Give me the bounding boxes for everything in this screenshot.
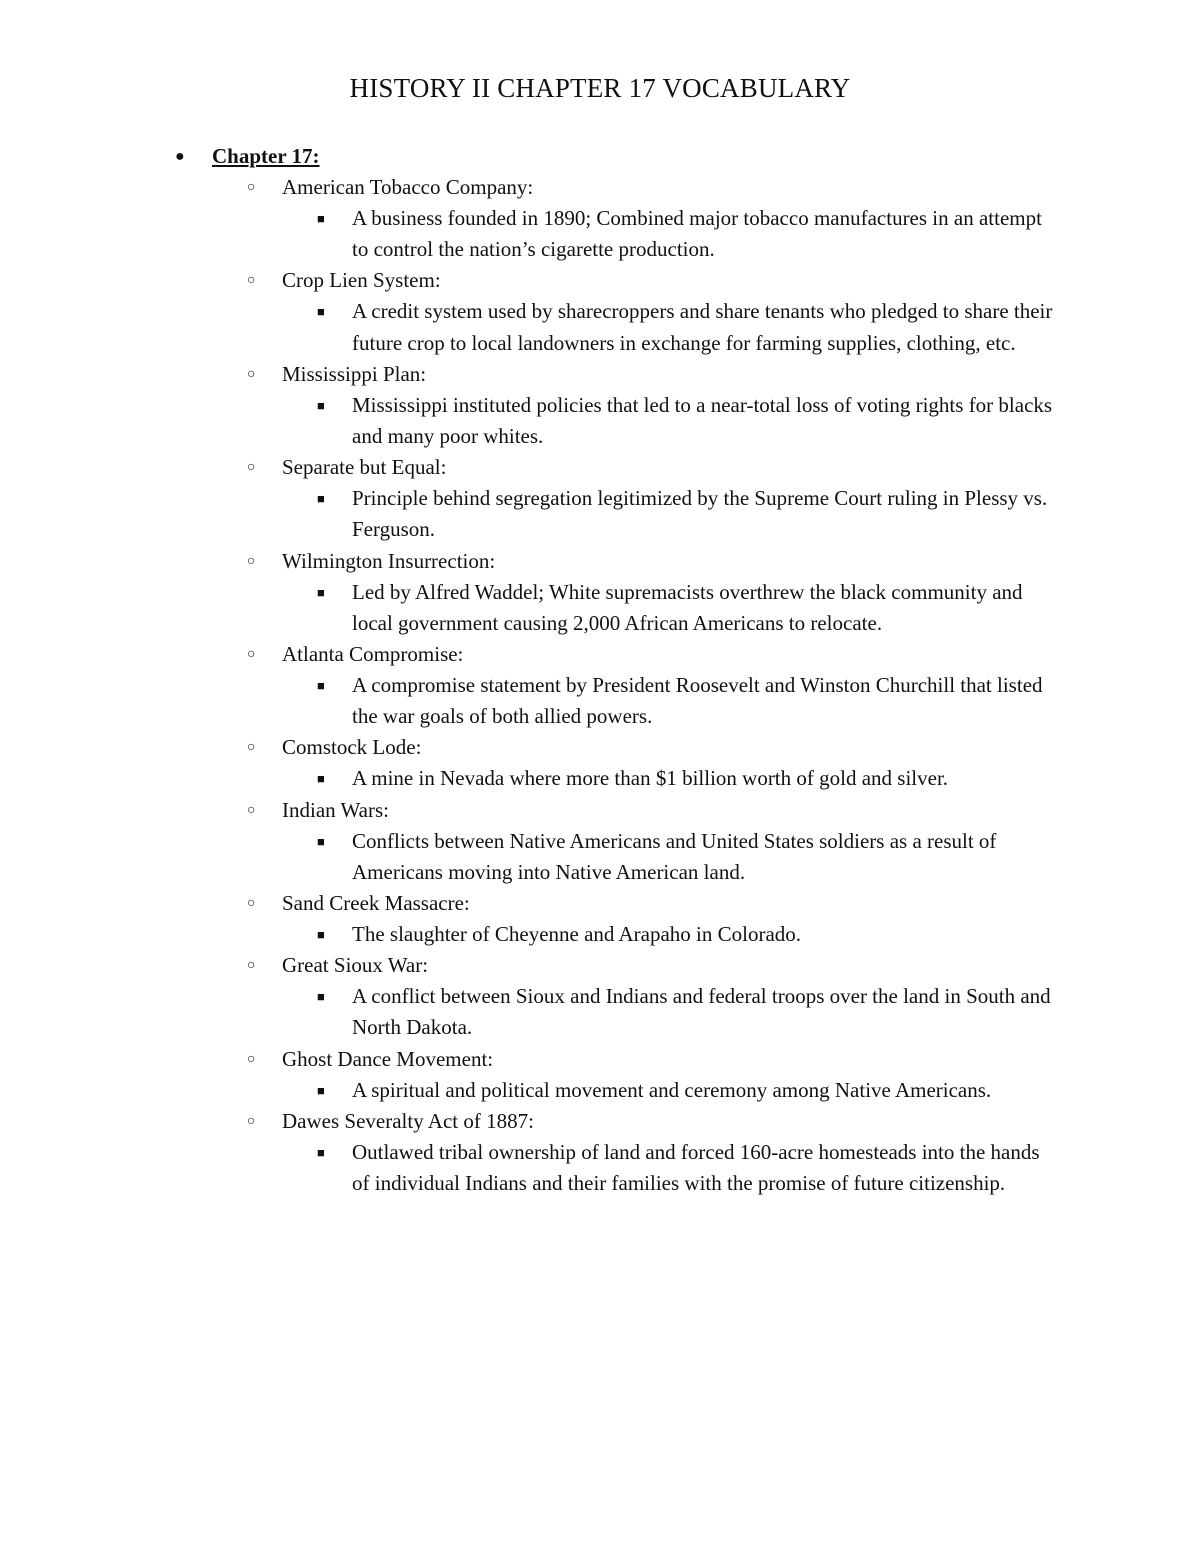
bullet-square-icon: ■ — [317, 678, 325, 694]
vocab-definition: A spiritual and political movement and ceremony among Native Americans. — [352, 1077, 992, 1102]
vocab-term: Atlanta Compromise: — [282, 642, 464, 667]
bullet-square-icon: ■ — [317, 397, 325, 413]
bullet-circle-icon: ○ — [247, 802, 256, 818]
vocab-term: Separate but Equal: — [282, 455, 447, 480]
bullet-square-icon: ■ — [317, 1082, 325, 1098]
bullet-dot-icon: ● — [175, 148, 185, 165]
vocab-definition-row — [317, 981, 1057, 1043]
vocab-definition-row — [317, 577, 1057, 639]
vocab-term-row — [247, 950, 1095, 981]
bullet-square-icon: ■ — [317, 927, 325, 943]
vocab-definition: A mine in Nevada where more than $1 billion worth of gold and silver. — [352, 766, 949, 791]
bullet-square-icon: ■ — [317, 584, 325, 600]
bullet-circle-icon: ○ — [247, 958, 256, 974]
vocab-definition-row — [317, 203, 1057, 265]
document-title: HISTORY II CHAPTER 17 VOCABULARY — [349, 73, 851, 103]
vocab-term-row — [247, 1106, 1095, 1137]
bullet-circle-icon: ○ — [247, 180, 256, 195]
vocab-term-row — [247, 1044, 1095, 1075]
bullet-circle-icon: ○ — [247, 647, 256, 663]
vocab-term-row — [247, 452, 1095, 483]
terms-list — [175, 172, 1095, 1199]
vocab-term: Mississippi Plan: — [282, 361, 427, 386]
bullet-square-icon: ■ — [317, 833, 325, 849]
vocab-definition-row — [317, 296, 1057, 358]
vocab-definition-row — [317, 826, 1057, 888]
vocab-term-row — [247, 172, 1095, 203]
bullet-circle-icon: ○ — [247, 366, 256, 382]
vocab-term: Ghost Dance Movement: — [282, 1046, 494, 1071]
bullet-circle-icon: ○ — [247, 460, 256, 476]
vocab-definition: Mississippi instituted policies that led to a near-total loss of voting rights for blacks and many poor whites. — [352, 392, 1053, 449]
bullet-circle-icon: ○ — [247, 740, 256, 756]
bullet-square-icon: ■ — [317, 491, 325, 507]
vocab-term-row — [247, 546, 1095, 577]
vocab-definition-row — [317, 919, 1057, 950]
vocab-definition: Led by Alfred Waddel; White supremacists overthrew the black community and local government causing 2,000 African Americans to relocate. — [352, 579, 1023, 635]
vocab-definition-row — [317, 483, 1057, 545]
vocab-definition: A credit system used by sharecroppers and share tenants who pledged to share their future crop to local landowners in exchange for farming supplies, clothing, etc. — [352, 299, 1053, 355]
vocab-definition: Outlawed tribal ownership of land and forced 160-acre homesteads into the hands of individual Indians and their families with the promise of future citizenship. — [352, 1139, 1040, 1196]
vocab-term: American Tobacco Company: — [282, 175, 534, 199]
vocab-term: Sand Creek Massacre: — [282, 891, 470, 916]
vocab-definition-row — [317, 1137, 1057, 1199]
vocab-definition-row — [317, 763, 1057, 794]
vocab-term-row — [247, 795, 1095, 826]
vocab-definition: A compromise statement by President Roosevelt and Winston Churchill that listed the war goals of both allied powers. — [352, 673, 1043, 729]
vocab-term: Crop Lien System: — [282, 268, 441, 293]
vocab-term-row — [247, 888, 1095, 919]
bullet-circle-icon: ○ — [247, 1051, 256, 1067]
vocab-term-row — [247, 265, 1095, 296]
vocab-term-row — [247, 639, 1095, 670]
vocab-term-row — [247, 732, 1095, 763]
bullet-square-icon: ■ — [317, 1144, 325, 1160]
vocab-definition: A conflict between Sioux and Indians and federal troops over the land in South and North Dakota. — [352, 984, 1051, 1040]
vocab-definition-row — [317, 390, 1057, 452]
vocab-definition-row — [317, 1075, 1057, 1106]
bullet-square-icon: ■ — [317, 211, 325, 226]
chapter-label: Chapter 17: — [212, 144, 320, 168]
chapter-heading — [175, 141, 1095, 172]
vocab-definition-row — [317, 670, 1057, 732]
vocab-term: Great Sioux War: — [282, 953, 429, 978]
vocab-definition: Conflicts between Native Americans and United States soldiers as a result of Americans moving into Native American land. — [352, 828, 997, 884]
chapter-list — [175, 141, 1095, 1199]
bullet-circle-icon: ○ — [247, 1113, 256, 1129]
bullet-square-icon: ■ — [317, 304, 325, 320]
vocab-term-row — [247, 359, 1095, 390]
vocab-term: Indian Wars: — [282, 797, 389, 822]
bullet-circle-icon: ○ — [247, 273, 256, 289]
vocab-term: Wilmington Insurrection: — [282, 548, 496, 573]
vocab-term: Comstock Lode: — [282, 735, 422, 760]
vocab-definition: The slaughter of Cheyenne and Arapaho in Colorado. — [352, 922, 802, 947]
bullet-circle-icon: ○ — [247, 896, 256, 912]
vocab-definition: Principle behind segregation legitimized by the Supreme Court ruling in Plessy vs. Ferguson. — [352, 486, 1048, 542]
vocab-term: Dawes Severalty Act of 1887: — [282, 1108, 534, 1133]
bullet-square-icon: ■ — [317, 989, 325, 1005]
bullet-square-icon: ■ — [317, 771, 325, 787]
vocab-definition: A business founded in 1890; Combined major tobacco manufactures in an attempt to control the nation’s cigarette production. — [352, 206, 1042, 262]
bullet-circle-icon: ○ — [247, 553, 256, 569]
